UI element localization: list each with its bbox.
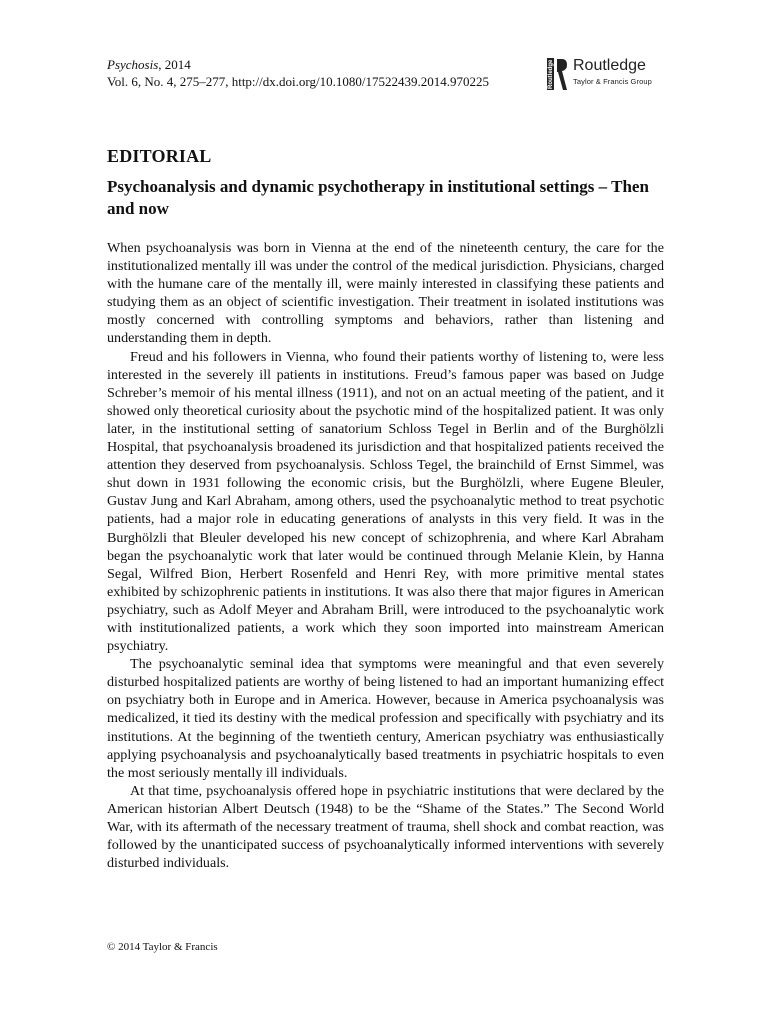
journal-line xyxy=(107,56,489,73)
body-paragraph-3: The psychoanalytic seminal idea that symptoms were meaningful and that even severely disturbed hospitalized patients are worthy of being listened to had an important humanizing effect on psychiatry both in Europe and in America. However, because in America psychoanalysis was medicalized, it tied its destiny with the medical profession and specifically with psychiatry and its institutions. At the beginning of the twentieth century, American psychiatry was enthusiastically applying psychoanalysis and psychoanalytically based treatments in psychiatric hospitals to even the most seriously mentally ill individuals. xyxy=(107,656,664,781)
publisher-logo xyxy=(546,57,676,91)
journal-name: Psychosis xyxy=(107,57,159,72)
publisher-name: Routledge xyxy=(573,57,646,74)
publisher-group: Taylor & Francis Group xyxy=(573,77,652,86)
article-title: Psychoanalysis and dynamic psychotherapy in institutional settings – Then and now xyxy=(107,177,649,218)
article-body xyxy=(107,239,664,872)
logo-vertical-text: Routledge xyxy=(548,59,555,89)
body-paragraph-2: Freud and his followers in Vienna, who found their patients worthy of listening to, were less interested in the severely ill patients in institutions. Freud’s famous paper was based on Judge Schreber’s memoir of his mental illness (1911), and not on an actual meeting of the patient, and it showed only theoretical curiosity about the psychotic mind of the hospitalized patient. It was only later, in the institutional setting of sanatorium Schloss Tegel in Berlin and of the Burghölzli Hospital, that psychoanalysis broadened its jurisdiction and that hospitalized patients received the attention they deserved from psychoanalysis. Schloss Tegel, the brainchild of Ernst Simmel, was shut down in 1931 following the economic crisis, but the Burghölzli, where Eugene Bleuler, Gustav Jung and Karl Abraham, among others, used the psychoanalytic method to treat psychotic patients, had a major role in educating generations of analysts in this very field. It was in the Burghölzli that Bleuler developed his new concept of schizophrenia, and where Karl Abraham began the psychoanalytic work that later would be continued through Melanie Klein, by Hanna Segal, Wilfred Bion, Herbert Rosenfeld and Henri Rey, with more primitive mental states exhibited by schizophrenic patients in institutions. It was also there that major figures in American psychiatry, such as Adolf Meyer and Abraham Brill, were introduced to the psychoanalytic work with institutionalized patients, a work which they soon imported into mainstream American psychiatry. xyxy=(107,348,664,655)
section-heading: EDITORIAL xyxy=(107,146,212,166)
routledge-logo-icon xyxy=(546,57,568,91)
citation-header xyxy=(107,56,489,90)
body-paragraph-1: When psychoanalysis was born in Vienna at the end of the nineteenth century, the care for the institutionalized mentally ill was under the control of the medical jurisdiction. Physicians, charged with the humane care of the mentally ill, were mainly interested in classifying these patients and studying them as an object of scientific investigation. Their treatment in isolated institutions was mostly concerned with controlling symptoms and behaviors, rather than listening and understanding them in depth. xyxy=(107,240,664,347)
citation-line: Vol. 6, No. 4, 275–277, http://dx.doi.org/10.1080/17522439.2014.970225 xyxy=(107,74,489,89)
body-paragraph-4: At that time, psychoanalysis offered hope in psychiatric institutions that were declared by the American historian Albert Deutsch (1948) to be the “Shame of the States.” The Second World War, with its aftermath of the necessary treatment of trauma, shell shock and combat reaction, was followed by the unanticipated success of psychoanalytically informed interventions with severely disturbed individuals. xyxy=(107,782,664,872)
journal-year: , 2014 xyxy=(158,57,191,72)
copyright-footer: © 2014 Taylor & Francis xyxy=(107,941,218,953)
